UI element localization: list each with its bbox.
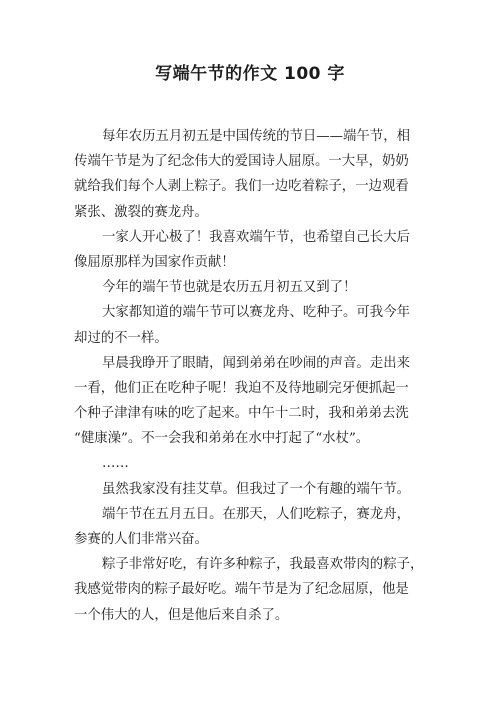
- text-line: 粽子非常好吃，有许多种粽子，我最喜欢带肉的粽子，: [102, 557, 424, 573]
- text-line: 早晨我睁开了眼睛，闻到弟弟在吵闹的声音。走出来: [102, 355, 410, 371]
- text-line: 像屈原那样为国家作贡献！: [74, 254, 235, 270]
- text-line: 今年的端午节也就是农历五月初五又到了！: [102, 280, 357, 296]
- document-body: [74, 124, 428, 628]
- text-line: 就给我们每个人剥上粽子。我们一边吃着粽子，一边观看: [74, 179, 409, 195]
- text-line: 紧张、激裂的赛龙舟。: [74, 204, 208, 220]
- text-line: 个种子津津有味的吃了起来。中午十二时，我和弟弟去洗: [74, 406, 409, 422]
- text-line: 一家人开心极了！我喜欢端午节，也希望自己长大后: [102, 229, 410, 245]
- text-line: 大家都知道的端午节可以赛龙舟、吃种子。可我今年: [102, 305, 410, 321]
- text-line: 我感觉带肉的粽子最好吃。端午节是为了纪念屈原，他是: [74, 582, 409, 598]
- text-line: 却过的不一样。: [74, 330, 168, 346]
- text-line: 传端午节是为了纪念伟大的爱国诗人屈原。一大早，奶奶: [74, 154, 409, 170]
- text-line: 参赛的人们非常兴奋。: [74, 532, 208, 547]
- text-line: ……: [102, 456, 129, 472]
- text-line: 一个伟大的人，但是他后来自杀了。: [74, 607, 289, 623]
- text-line: “健康澡”。不一会我和弟弟在水中打起了“水杖”。: [74, 431, 370, 447]
- text-line: 每年农历五月初五是中国传统的节日——端午节，相: [102, 129, 410, 144]
- text-line: 端午节在五月五日。在那天，人们吃粽子，赛龙舟，: [102, 506, 410, 522]
- text-line: 一看，他们正在吃种子呢！我迫不及待地刷完牙便抓起一: [74, 380, 409, 396]
- text-line: 虽然我家没有挂艾草。但我过了一个有趣的端午节。: [102, 481, 410, 497]
- document-title: 写端午节的作文 100 字: [155, 64, 345, 84]
